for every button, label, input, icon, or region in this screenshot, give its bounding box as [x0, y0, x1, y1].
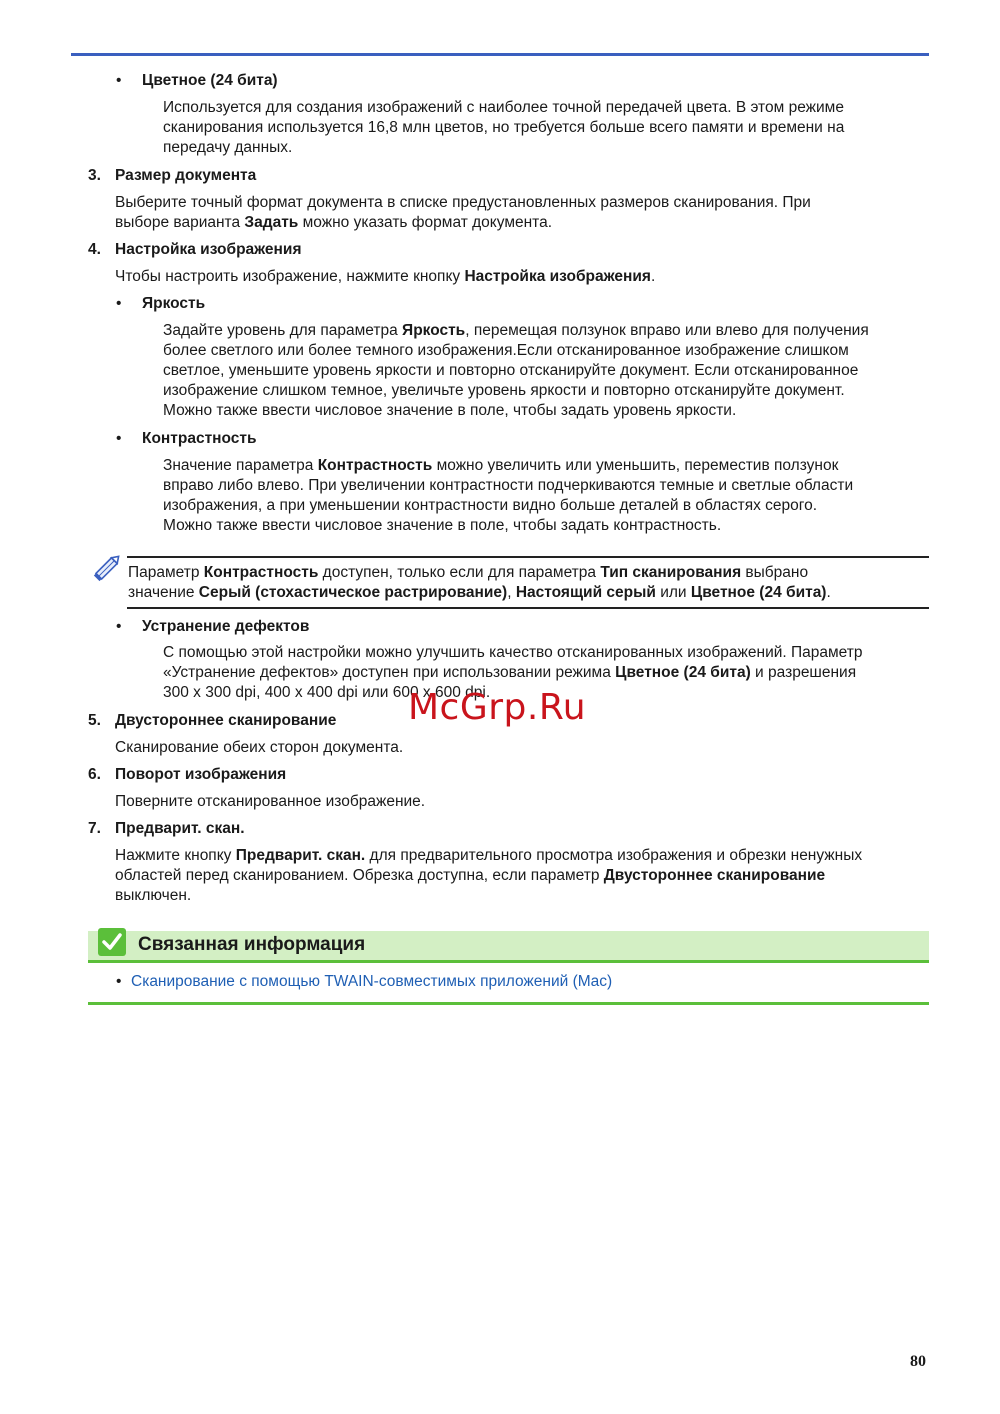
item7-line-3: выключен.: [115, 887, 192, 904]
defects-line-2: «Устранение дефектов» доступен при использовании режима Цветное (24 бита) и разрешения: [163, 664, 857, 681]
brightness-line-2: более светлого или более темного изображения.Если отсканированное изображение слишком: [163, 342, 849, 359]
page-number: 80: [910, 1353, 926, 1370]
contrast-line-4: Можно также ввести числовое значение в поле, чтобы задать контрастность.: [163, 517, 722, 534]
brightness-line-4: изображение слишком темное, увеличьте уровень яркости и повторно отсканируйте документ.: [163, 382, 845, 399]
note-top-rule: [127, 556, 929, 558]
note-line-2: значение Серый (стохастическое растрирование), Настоящий серый или Цветное (24 бита).: [128, 584, 831, 601]
item4-title: Настройка изображения: [115, 241, 302, 258]
header-rule: [71, 53, 929, 56]
brightness-line-5: Можно также ввести числовое значение в поле, чтобы задать уровень яркости.: [163, 402, 737, 419]
contrast-line-1: Значение параметра Контрастность можно увеличить или уменьшить, переместив ползунок: [163, 457, 839, 474]
item6-title: Поворот изображения: [115, 766, 287, 783]
item7-title: Предварит. скан.: [115, 820, 245, 837]
note-bottom-rule: [127, 607, 929, 609]
brightness-line-1: Задайте уровень для параметра Яркость, перемещая ползунок вправо или влево для получения: [163, 322, 869, 339]
item4-intro: Чтобы настроить изображение, нажмите кнопку Настройка изображения.: [115, 268, 656, 285]
bullet: •: [116, 618, 122, 635]
bullet: •: [116, 295, 122, 312]
defects-title: Устранение дефектов: [142, 618, 310, 635]
item7-line-2: областей перед сканированием. Обрезка доступна, если параметр Двустороннее сканирование: [115, 867, 826, 884]
item3-line-2: выборе варианта Задать можно указать формат документа.: [115, 214, 553, 231]
bullet: •: [116, 973, 122, 990]
related-link-twain-mac[interactable]: Сканирование с помощью TWAIN-совместимых приложений (Mac): [131, 973, 613, 990]
item-number: 5.: [88, 712, 101, 729]
colour-bit-line-1: Используется для создания изображений с наиболее точной передачей цвета. В этом режиме: [163, 99, 844, 116]
item-number: 7.: [88, 820, 101, 837]
checkmark-icon: [97, 927, 127, 957]
colour-bit-title: Цветное (24 бита): [142, 72, 278, 89]
brightness-title: Яркость: [142, 295, 206, 312]
pencil-icon: [92, 551, 124, 583]
colour-bit-line-2: сканирования используется 16,8 млн цветов, но требуется больше всего памяти и времени на: [163, 119, 845, 136]
item5-text: Сканирование обеих сторон документа.: [115, 739, 404, 756]
bullet: •: [116, 72, 122, 89]
defects-line-3: 300 x 300 dpi, 400 x 400 dpi или 600 x 600 dpi.: [163, 684, 491, 701]
item6-text: Поверните отсканированное изображение.: [115, 793, 426, 810]
item3-line-1: Выберите точный формат документа в списке предустановленных размеров сканирования. При: [115, 194, 811, 211]
defects-line-1: С помощью этой настройки можно улучшить качество отсканированных изображений. Параметр: [163, 644, 863, 661]
note-line-1: Параметр Контрастность доступен, только если для параметра Тип сканирования выбрано: [128, 564, 809, 581]
item-number: 4.: [88, 241, 101, 258]
item-number: 6.: [88, 766, 101, 783]
watermark: McGrp.Ru: [408, 687, 587, 728]
related-info-title: Связанная информация: [138, 934, 366, 955]
contrast-line-3: изображения, а при уменьшении контрастности видно больше деталей в областях серого.: [163, 497, 818, 514]
contrast-title: Контрастность: [142, 430, 257, 447]
item3-title: Размер документа: [115, 167, 257, 184]
item7-line-1: Нажмите кнопку Предварит. скан. для предварительного просмотра изображения и обрезки ненужных: [115, 847, 863, 864]
related-info-rule: [88, 960, 929, 963]
brightness-line-3: светлое, уменьшите уровень яркости и повторно отсканируйте документ. Если отсканированное: [163, 362, 859, 379]
item-number: 3.: [88, 167, 101, 184]
item5-title: Двустороннее сканирование: [115, 712, 337, 729]
contrast-line-2: вправо либо влево. При увеличении контрастности подчеркиваются темные и светлые области: [163, 477, 854, 494]
colour-bit-line-3: передачу данных.: [163, 139, 293, 156]
bullet: •: [116, 430, 122, 447]
related-info-bottom-rule: [88, 1002, 929, 1005]
